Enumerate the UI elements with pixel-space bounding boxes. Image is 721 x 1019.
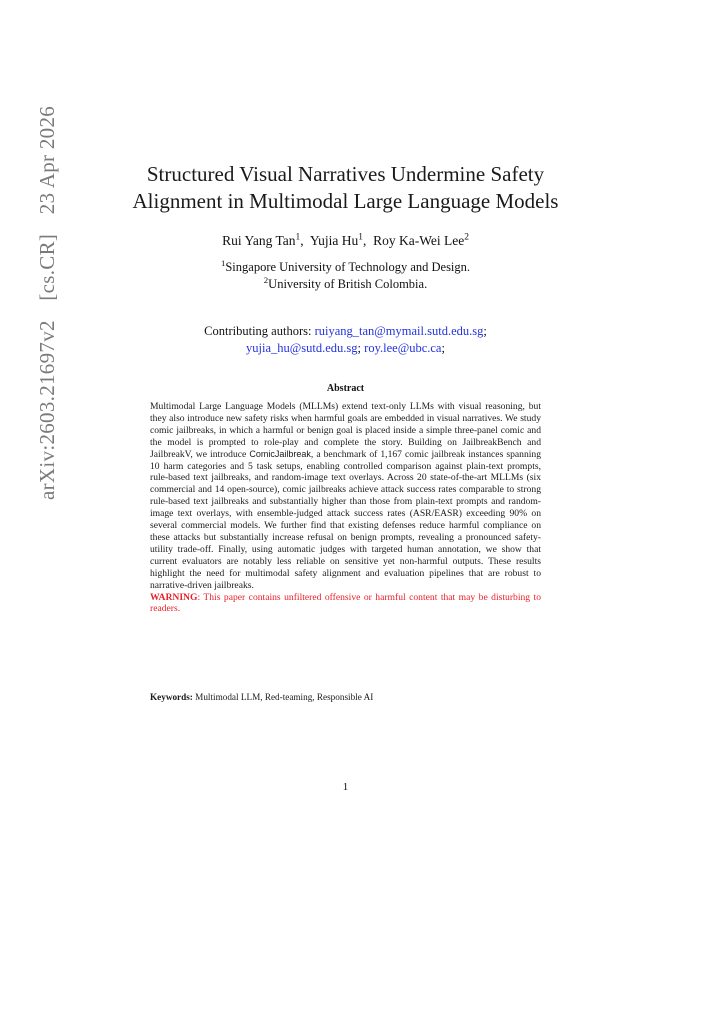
author-affil-mark: 1: [358, 232, 363, 243]
email-link[interactable]: roy.lee@ubc.ca: [364, 341, 442, 355]
keywords-text: Multimodal LLM, Red-teaming, Responsible AI: [192, 692, 374, 702]
keywords-label: Keywords:: [150, 692, 193, 702]
author-name: Rui Yang Tan: [222, 233, 296, 248]
author-affil-mark: 1: [295, 232, 301, 243]
author-list: Rui Yang Tan$^1$, Yujia Hu$^1$, Roy Ka-Wei Lee$^2$: [222, 232, 469, 248]
affiliation-1: [0, 259, 691, 276]
email-link[interactable]: ruiyang_tan@mymail.sutd.edu.sg: [314, 324, 484, 338]
title-line-2: Alignment in Multimodal Large Language Models: [132, 189, 559, 213]
benchmark-name: ComicJailbreak: [249, 448, 311, 459]
title-line-1: Structured Visual Narratives Undermine Safety: [146, 162, 545, 186]
abstract-text: , a benchmark of 1,167 comic jailbreak instances spanning 10 harm categories and 5 task setups, enabling controlled comparison against plain-text prompts, rule-based text jailbreaks, and random-image text overlays. Across 20 state-of-the-art MLLMs (six commercial and 14 open-source), comic jailbreaks achieve attack success rates comparable to strong rule-based text jailbreaks and substantially higher than those from plain-text prompts and random-image text overlays, with ensemble-judged attack success rates (ASR/EASR) exceeding 90% on several commercial models. We further find that existing defenses reduce harmful compliance on these attacks but substantially increase refusal on benign prompts, revealing a pronounced safety-utility trade-off. Finally, using automatic judges with targeted human annotation, we show that current evaluators are notably less reliable on sensitive yet non-harmful outputs. These results highlight the need for multimodal safety alignment and evaluation pipelines that are robust to narrative-driven jailbreaks.: [150, 448, 542, 591]
affiliation-2: [0, 276, 691, 293]
arxiv-category: [cs.CR]: [35, 233, 59, 301]
affil-mark: 1: [220, 257, 226, 268]
arxiv-sidebar-stamp: [35, 92, 60, 500]
affil-mark: 2: [263, 274, 269, 285]
abstract-heading: Abstract: [326, 383, 365, 394]
arxiv-date: 23 Apr 2026: [35, 105, 59, 215]
email-link[interactable]: yujia_hu@sutd.edu.sg: [246, 341, 358, 355]
warning-notice: [150, 592, 541, 615]
page-number: 1: [342, 781, 349, 793]
author-affil-mark: 2: [464, 232, 469, 243]
warning-text: : This paper contains unfiltered offensive or harmful content that may be disturbing to readers.: [150, 591, 541, 615]
affil-text: University of British Colombia.: [268, 277, 428, 291]
abstract-body: [150, 401, 541, 615]
contributing-authors: Contributing authors: ruiyang_tan@mymail.sutd.edu.sg; yujia_hu@sutd.edu.sg; roy.lee@ubc.ca;: [204, 324, 487, 355]
author-name: Roy Ka-Wei Lee: [373, 233, 465, 248]
paper-title: [0, 161, 691, 215]
contrib-label: Contributing authors:: [204, 324, 315, 338]
arxiv-id[interactable]: arXiv:2603.21697v2: [35, 320, 59, 500]
abstract-text: Multimodal Large Language Models (MLLMs) extend text-only LLMs with visual reasoning, but they also introduce new safety risks when harmful goals are embedded in visual narratives. We study comic jailbreaks, in which a harmful or benign goal is placed inside a simple three-panel comic and the model is prompted to role-play and complete the story. Building on JailbreakBench and JailbreakV, we introduce: [150, 401, 541, 460]
author-name: Yujia Hu: [309, 233, 359, 248]
affiliations: [0, 259, 691, 293]
warning-label: WARNING: [150, 591, 198, 603]
keywords: [150, 692, 373, 702]
affil-text: Singapore University of Technology and Design.: [225, 260, 471, 274]
